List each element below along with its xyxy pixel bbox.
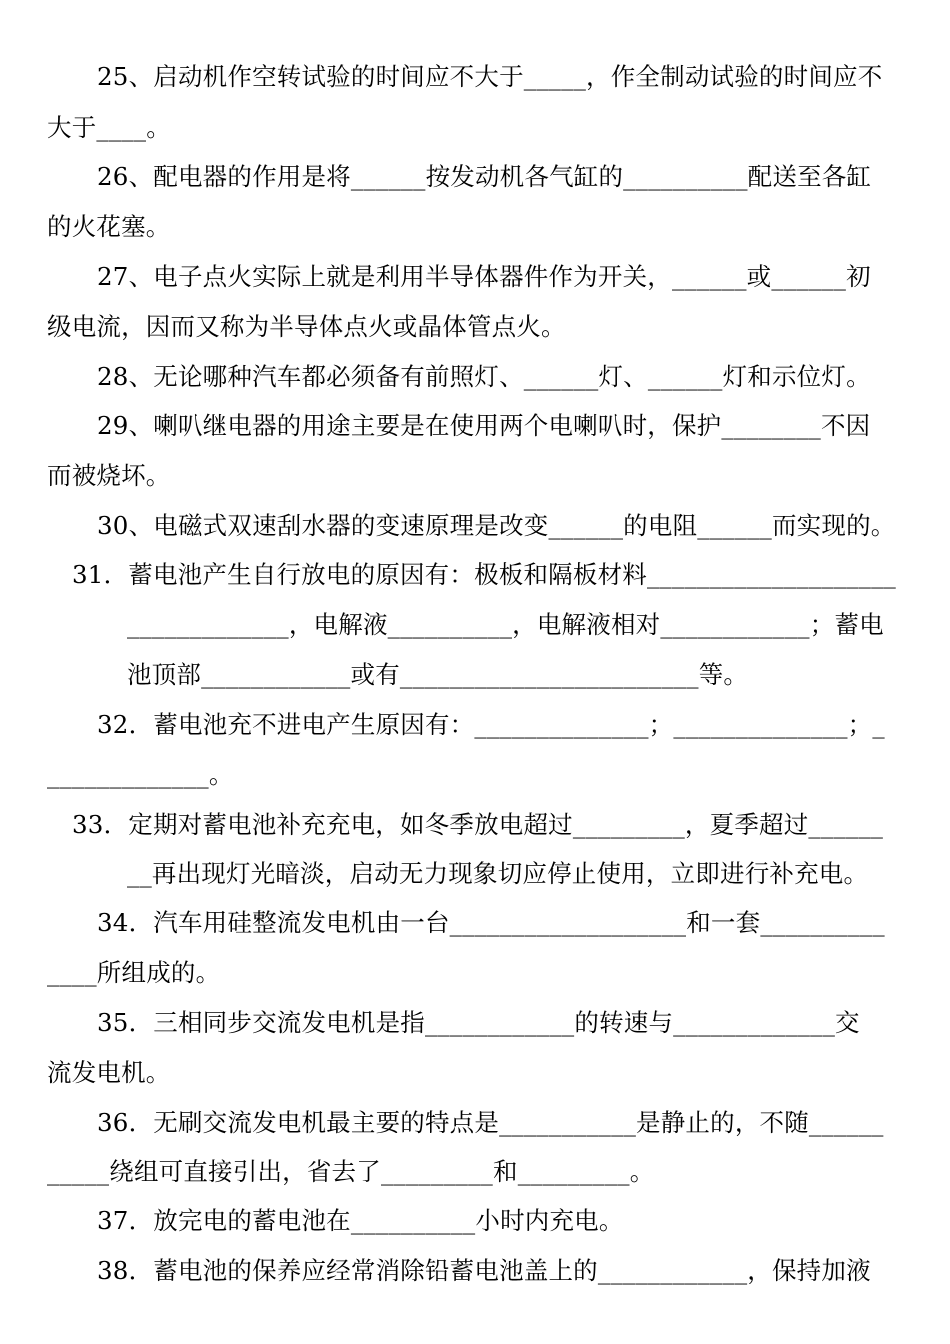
question-27-line-1: 27、电子点火实际上就是利用半导体器件作为开关，______或______初 bbox=[97, 262, 871, 291]
question-33-line-1: 33．定期对蓄电池补充充电，如冬季放电超过_________，夏季超过______ bbox=[72, 810, 884, 839]
question-29-line-2: 而被烧坏。 bbox=[47, 461, 171, 490]
question-37-line-1: 37．放完电的蓄电池在__________小时内充电。 bbox=[97, 1206, 624, 1235]
question-26-line-2: 的火花塞。 bbox=[47, 212, 171, 241]
question-25-line-1: 25、启动机作空转试验的时间应不大于_____，作全制动试验的时间应不 bbox=[97, 62, 883, 91]
question-31-line-1: 31．蓄电池产生自行放电的原因有：极板和隔板材料____________________ bbox=[72, 560, 896, 589]
question-35-line-1: 35．三相同步交流发电机是指____________的转速与_____________交 bbox=[97, 1008, 860, 1037]
question-36-line-2: _____绕组可直接引出，省去了_________和_________。 bbox=[47, 1157, 655, 1186]
question-27-line-2: 级电流，因而又称为半导体点火或晶体管点火。 bbox=[47, 312, 566, 341]
question-33-line-2: __再出现灯光暗淡，启动无力现象切应停止使用，立即进行补充电。 bbox=[127, 859, 869, 888]
question-34-line-2: ____所组成的。 bbox=[47, 958, 221, 987]
question-26-line-1: 26、配电器的作用是将______按发动机各气缸的__________配送至各缸 bbox=[97, 162, 872, 191]
question-31-line-3: 池顶部____________或有________________________等。 bbox=[127, 660, 749, 689]
question-32-line-2: _____________。 bbox=[47, 760, 234, 789]
question-36-line-1: 36．无刷交流发电机最主要的特点是___________是静止的，不随______ bbox=[97, 1108, 884, 1137]
question-38-line-1: 38．蓄电池的保养应经常消除铅蓄电池盖上的____________，保持加液 bbox=[97, 1256, 871, 1285]
question-34-line-1: 34．汽车用硅整流发电机由一台___________________和一套__________ bbox=[97, 908, 885, 937]
question-32-line-1: 32．蓄电池充不进电产生原因有：______________；______________；_ bbox=[97, 710, 885, 739]
question-31-line-2: _____________，电解液__________，电解液相对____________；蓄电 bbox=[127, 610, 884, 639]
question-25-line-2: 大于____。 bbox=[47, 113, 171, 142]
question-35-line-2: 流发电机。 bbox=[47, 1058, 171, 1087]
question-29-line-1: 29、喇叭继电器的用途主要是在使用两个电喇叭时，保护________不因 bbox=[97, 411, 871, 440]
question-28-line-1: 28、无论哪种汽车都必须备有前照灯、______灯、______灯和示位灯。 bbox=[97, 362, 871, 391]
question-30-line-1: 30、电磁式双速刮水器的变速原理是改变______的电阻______而实现的。 bbox=[97, 511, 896, 540]
